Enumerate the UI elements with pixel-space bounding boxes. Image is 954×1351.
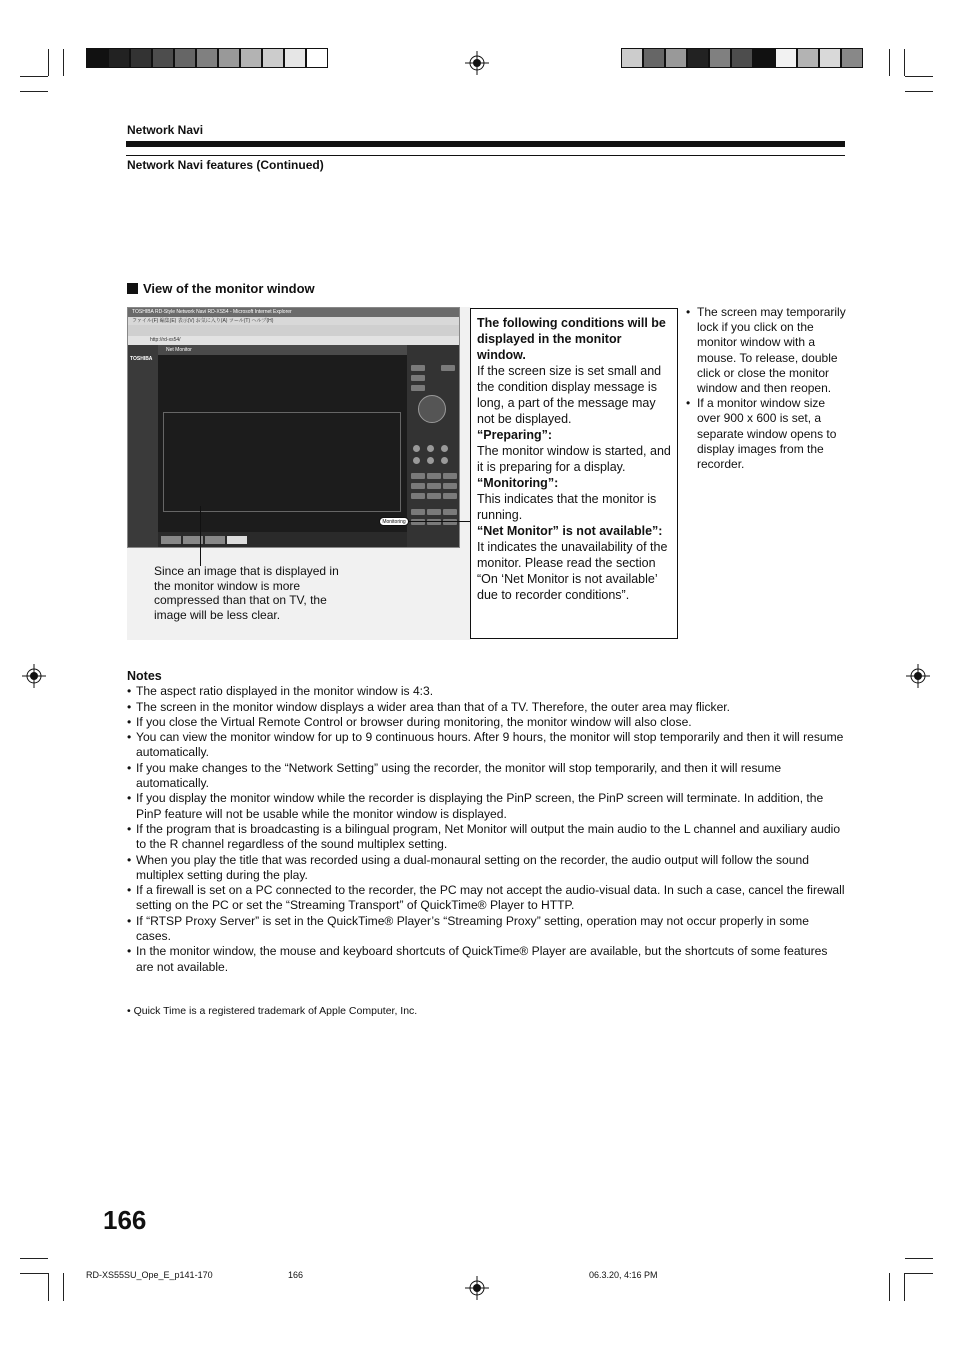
crop-mark	[905, 76, 933, 77]
remote-button	[411, 375, 425, 381]
remote-button	[427, 493, 441, 499]
registration-mark-icon	[465, 1276, 489, 1300]
remote-dpad	[418, 395, 446, 423]
note-item: • In the monitor window, the mouse and keyboard shortcuts of QuickTime® Player are available, but the shortcuts of some features are not available.	[127, 944, 847, 975]
remote-button	[427, 509, 441, 515]
remote-circle-button	[427, 445, 434, 452]
address-bar: http://rd-xs54/	[128, 336, 459, 345]
control-button	[205, 536, 225, 544]
remote-button	[443, 473, 457, 479]
window-menubar: ファイル(F) 編集(E) 表示(V) お気に入り(A) ツール(T) ヘルプ(H)	[128, 317, 459, 325]
crop-mark	[905, 1258, 933, 1259]
color-swatch	[753, 48, 775, 68]
video-area	[158, 355, 407, 532]
remote-button	[427, 519, 441, 525]
note-item: • If a firewall is set on a PC connected to the recorder, the PC may not accept the audio-visual data. In such a case, cancel the firewall setting on the PC or set the “Streaming Transport” of QuickTime® Player to HTTP.	[127, 883, 847, 914]
notes-section	[127, 669, 847, 975]
crop-mark	[889, 49, 890, 76]
remote-button	[411, 519, 425, 525]
remote-circle-button	[413, 445, 420, 452]
color-bar-left	[86, 48, 328, 68]
brand-logo: TOSHIBA	[130, 356, 153, 362]
virtual-remote	[407, 345, 460, 548]
color-swatch	[152, 48, 174, 68]
section-heading-text: View of the monitor window	[143, 281, 315, 296]
conditions-box	[470, 308, 678, 639]
color-swatch	[687, 48, 709, 68]
color-swatch	[775, 48, 797, 68]
conditions-heading: The following conditions will be displayed in the monitor window.	[477, 316, 666, 362]
side-note-item: • The screen may temporarily lock if you click on the monitor window with a mouse. To release, double click or close the monitor window and then reopen.	[686, 305, 848, 396]
crop-mark	[905, 91, 933, 92]
header-rule	[126, 141, 845, 147]
registration-mark-icon	[906, 664, 930, 688]
control-button	[227, 536, 247, 544]
note-item: • If “RTSP Proxy Server” is set in the QuickTime® Player’s “Streaming Proxy” setting, operation may not occur properly in some cases.	[127, 914, 847, 945]
color-swatch	[731, 48, 753, 68]
conditions-intro: If the screen size is set small and the condition display message is long, a part of the message may not be displayed.	[477, 364, 662, 426]
color-swatch	[218, 48, 240, 68]
remote-button	[443, 483, 457, 489]
color-swatch	[709, 48, 731, 68]
callout-line	[409, 521, 470, 522]
remote-circle-button	[441, 445, 448, 452]
color-swatch	[108, 48, 130, 68]
footer-date: 06.3.20, 4:16 PM	[589, 1270, 658, 1280]
running-header: Network Navi	[127, 123, 204, 137]
color-swatch	[86, 48, 108, 68]
footer-filename: RD-XS55SU_Ope_E_p141-170	[86, 1270, 213, 1280]
note-item: • You can view the monitor window for up to 9 continuous hours. After 9 hours, the monitor will stop temporarily and then it will resume automatically.	[127, 730, 847, 761]
notes-title: Notes	[127, 669, 162, 683]
remote-button	[411, 473, 425, 479]
color-swatch	[819, 48, 841, 68]
color-swatch	[196, 48, 218, 68]
remote-button	[427, 483, 441, 489]
crop-mark	[48, 49, 49, 76]
color-swatch	[130, 48, 152, 68]
note-item: • The aspect ratio displayed in the monitor window is 4:3.	[127, 684, 847, 699]
remote-button	[443, 519, 457, 525]
page-number: 166	[103, 1205, 147, 1235]
color-swatch	[621, 48, 643, 68]
remote-button	[411, 493, 425, 499]
crop-mark	[20, 76, 48, 77]
color-swatch	[306, 48, 328, 68]
note-item: • If you make changes to the “Network Setting” using the recorder, the monitor will stop temporarily, and then it will resume automatically.	[127, 761, 847, 792]
window-titlebar: TOSHIBA RD-Style Network Navi RD-XS54 - Microsoft Internet Explorer	[128, 308, 459, 317]
note-item: • If you close the Virtual Remote Control or browser during monitoring, the monitor window will also close.	[127, 715, 847, 730]
crop-mark	[904, 1273, 905, 1301]
video-frame	[163, 412, 401, 512]
monitor-control-bar	[158, 532, 407, 548]
note-item: • The screen in the monitor window displays a wider area than that of a TV. Therefore, the outer area may flicker.	[127, 700, 847, 715]
side-note-item: • If a monitor window size over 900 x 600 is set, a separate window opens to display images from the recorder.	[686, 396, 848, 472]
remote-circle-button	[441, 457, 448, 464]
remote-circle-button	[413, 457, 420, 464]
color-swatch	[284, 48, 306, 68]
net-monitor-header: Net Monitor	[158, 345, 407, 355]
remote-button	[441, 365, 455, 371]
registration-mark-icon	[465, 51, 489, 75]
crop-mark	[63, 49, 64, 76]
crop-mark	[48, 1273, 49, 1301]
crop-mark	[20, 91, 48, 92]
remote-button	[411, 365, 425, 371]
remote-circle-button	[427, 457, 434, 464]
side-notes	[686, 305, 848, 472]
remote-button	[411, 483, 425, 489]
remote-button	[411, 509, 425, 515]
monitor-window-screenshot	[127, 307, 460, 548]
square-bullet-icon	[127, 283, 138, 294]
crop-mark	[889, 1273, 890, 1301]
condition-term: “Monitoring”:	[477, 476, 559, 490]
crop-mark	[63, 1273, 64, 1301]
crop-mark	[905, 1273, 933, 1274]
remote-button	[427, 473, 441, 479]
callout-line	[200, 506, 201, 566]
registration-mark-icon	[22, 664, 46, 688]
color-swatch	[643, 48, 665, 68]
condition-description: This indicates that the monitor is running.	[477, 492, 657, 522]
color-swatch	[797, 48, 819, 68]
crop-mark	[20, 1273, 48, 1274]
footer-page: 166	[288, 1270, 304, 1280]
color-swatch	[240, 48, 262, 68]
trademark-note: • Quick Time is a registered trademark of Apple Computer, Inc.	[127, 1005, 418, 1017]
color-swatch	[262, 48, 284, 68]
note-item: • If you display the monitor window while the recorder is displaying the PinP screen, the PinP screen will terminate. In addition, the PinP feature will not be usable while the monitor window is displayed.	[127, 791, 847, 822]
condition-description: The monitor window is started, and it is preparing for a display.	[477, 444, 671, 474]
control-button	[161, 536, 181, 544]
figure-caption: Since an image that is displayed in the monitor window is more compressed than that on TV, the image will be less clear.	[154, 564, 339, 622]
section-heading	[127, 281, 315, 296]
note-item: • When you play the title that was recorded using a dual-monaural setting on the recorder, the audio output will follow the sound multiplex setting during the play.	[127, 853, 847, 884]
condition-term: “Preparing”:	[477, 428, 553, 442]
color-swatch	[841, 48, 863, 68]
color-swatch	[665, 48, 687, 68]
color-swatch	[174, 48, 196, 68]
monitoring-status-tag: Monitoring	[379, 517, 409, 526]
page-subtitle: Network Navi features (Continued)	[127, 158, 324, 172]
subheader-rule	[126, 155, 845, 156]
color-bar-right	[621, 48, 863, 68]
crop-mark	[20, 1258, 48, 1259]
remote-button	[443, 509, 457, 515]
crop-mark	[904, 49, 905, 76]
remote-button	[443, 493, 457, 499]
remote-button	[411, 385, 425, 391]
condition-description: It indicates the unavailability of the monitor. Please read the section “On ‘Net Monitor is not available’ due to recorder conditions”.	[477, 540, 668, 602]
note-item: • If the program that is broadcasting is a bilingual program, Net Monitor will output the main audio to the L channel and auxiliary audio to the R channel regardless of the sound multiplex setting.	[127, 822, 847, 853]
left-column	[128, 345, 158, 548]
condition-term: “Net Monitor” is not available”:	[477, 524, 663, 538]
